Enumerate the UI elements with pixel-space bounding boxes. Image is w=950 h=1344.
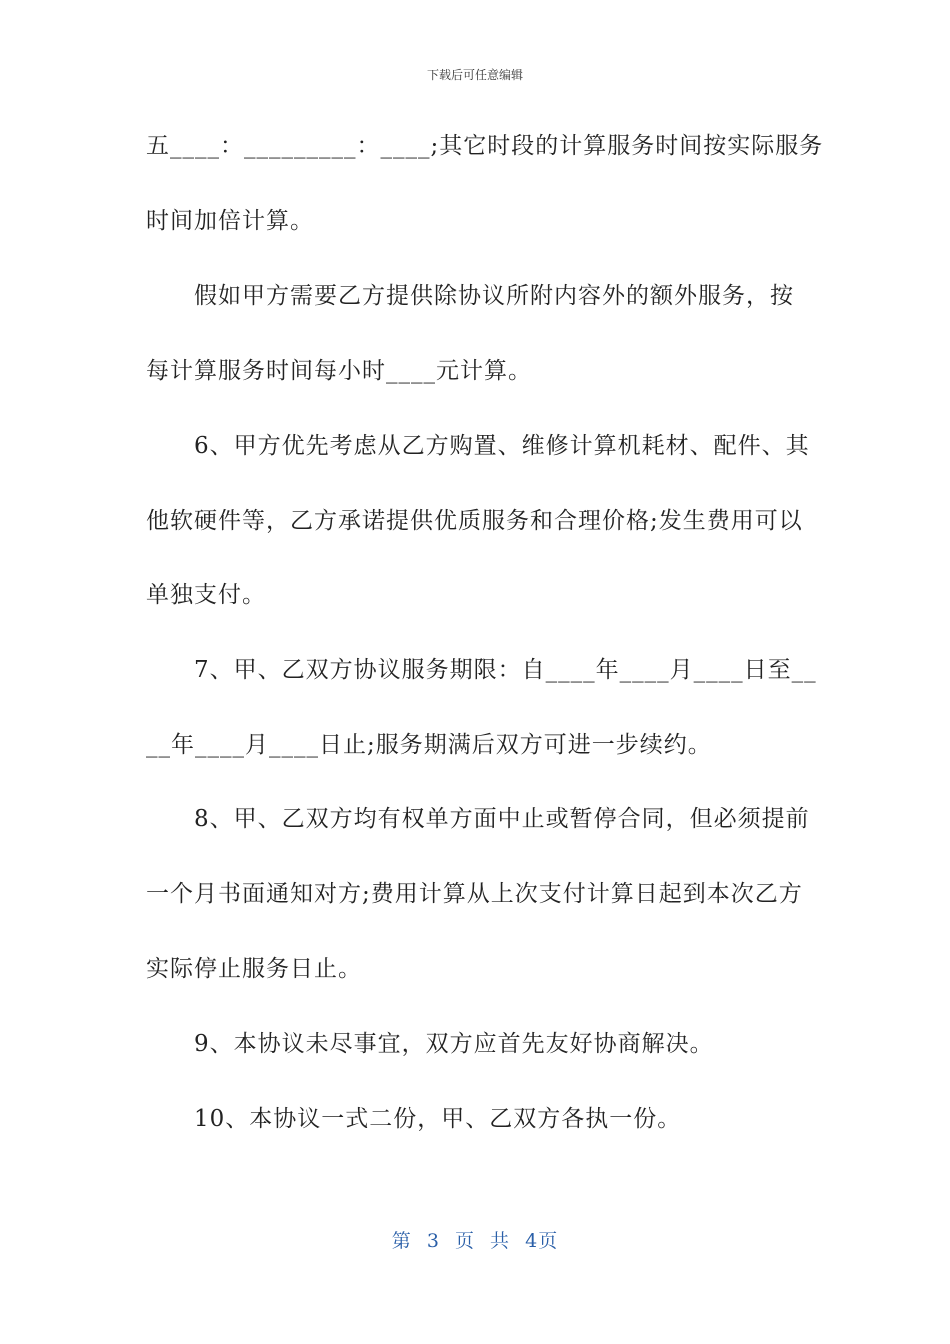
header-note: 下载后可任意编辑 bbox=[426, 68, 523, 82]
text-line: 时间加倍计算。 bbox=[146, 208, 314, 234]
text-line: 6、甲方优先考虑从乙方购置、维修计算机耗材、配件、其 bbox=[146, 433, 810, 459]
text-line: 每计算服务时间每小时____元计算。 bbox=[146, 358, 532, 384]
text-line: 他软硬件等，乙方承诺提供优质服务和合理价格;发生费用可以 bbox=[146, 508, 803, 534]
text-line: 8、甲、乙双方均有权单方面中止或暂停合同，但必须提前 bbox=[146, 806, 810, 832]
footer-label-gong: 共 bbox=[490, 1230, 511, 1252]
text-line: 9、本协议未尽事宜，双方应首先友好协商解决。 bbox=[146, 1031, 714, 1057]
total-pages: 4页 bbox=[525, 1230, 559, 1252]
text-line: 10、本协议一式二份，甲、乙双方各执一份。 bbox=[146, 1106, 682, 1132]
footer-label-ye: 页 bbox=[454, 1230, 475, 1252]
text-line: 7、甲、乙双方协议服务期限：自____年____月____日至__ bbox=[146, 657, 817, 683]
text-line: 五____：_________：____;其它时段的计算服务时间按实际服务 bbox=[146, 133, 824, 159]
text-line: 实际停止服务日止。 bbox=[146, 956, 362, 982]
text-line: 单独支付。 bbox=[146, 582, 266, 608]
current-page-number: 3 bbox=[426, 1230, 440, 1252]
text-line: __年____月____日止;服务期满后双方可进一步续约。 bbox=[146, 732, 712, 758]
page-footer bbox=[0, 1226, 950, 1253]
text-line: 一个月书面通知对方;费用计算从上次支付计算日起到本次乙方 bbox=[146, 881, 803, 907]
text-line: 假如甲方需要乙方提供除协议所附内容外的额外服务，按 bbox=[146, 283, 794, 309]
footer-label-di: 第 bbox=[391, 1230, 412, 1252]
